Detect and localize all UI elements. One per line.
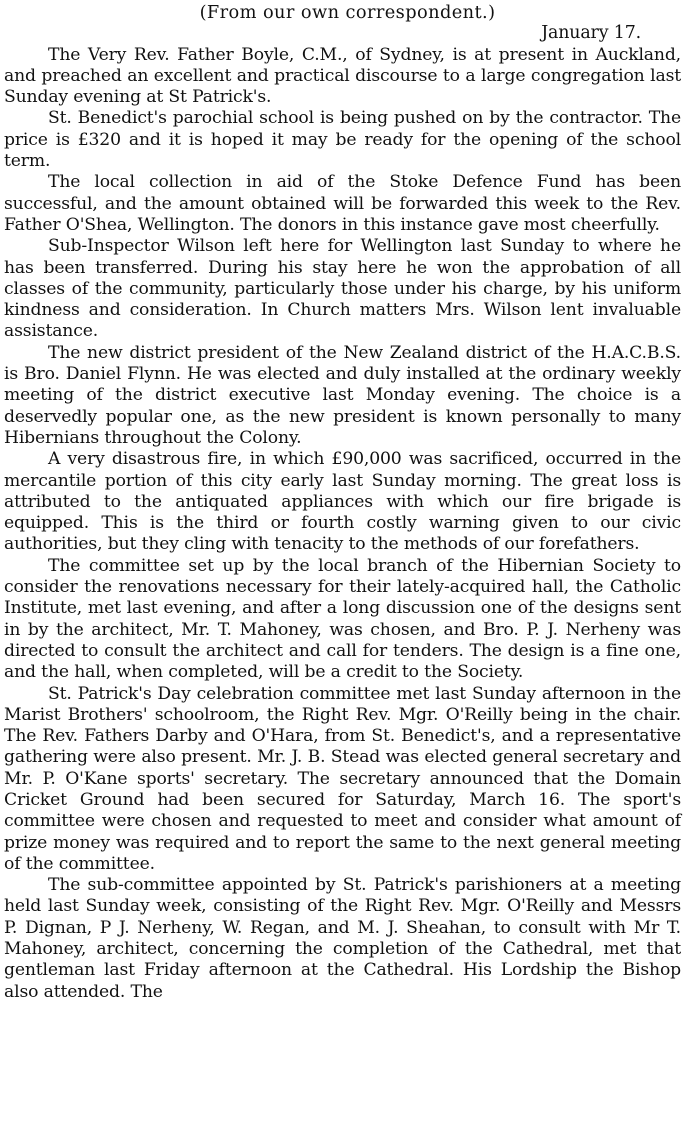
article-heading: (From our own correspondent.) xyxy=(199,2,496,23)
paragraph-stoke-defence-fund: The local collection in aid of the Stoke Defence Fund has been successful, and the amount obtained will be forwarded this week to the Rev. Father O'Shea, Wellington. The donors in this instance gave most cheerfully. xyxy=(4,172,681,235)
article-column xyxy=(4,2,681,1003)
paragraph-disastrous-fire: A very disastrous fire, in which £90,000 was sacrificed, occurred in the mercantile portion of this city early last Sunday morning. The great loss is attributed to the antiquated appliances with which our fire brigade is equipped. This is the third or fourth costly warning given to our civic authorities, but they cling with tenacity to the methods of our forefathers. xyxy=(4,449,681,555)
paragraph-hibernian-hall: The committee set up by the local branch of the Hibernian Society to consider the renovations necessary for their lately-acquired hall, the Catholic Institute, met last evening, and after a long discussion one of the designs sent in by the architect, Mr. T. Mahoney, was chosen, and Bro. P. J. Nerheny was directed to consult the architect and call for tenders. The design is a fine one, and the hall, when completed, will be a credit to the Society. xyxy=(4,555,681,683)
article-date: January 17. xyxy=(541,23,641,44)
paragraph-parochial-school: St. Benedict's parochial school is being pushed on by the contractor. The price is £320 and it is hoped it may be ready for the opening of the school term. xyxy=(4,108,681,172)
paragraph-sub-inspector-wilson: Sub-Inspector Wilson left here for Wellington last Sunday to where he has been transferred. During his stay here he won the approbation of all classes of the community, particularly those under his charge, by his uniform kindness and consideration. In Church matters Mrs. Wilson lent invaluable assistance. xyxy=(4,236,681,342)
paragraph-st-patricks-day: St. Patrick's Day celebration committee met last Sunday afternoon in the Marist Brothers' schoolroom, the Right Rev. Mgr. O'Reilly being in the chair. The Rev. Fathers Darby and O'Hara, from St. Benedict's, and a representative gathering were also present. Mr. J. B. Stead was elected general secretary and Mr. P. O'Kane sports' secretary. The secretary announced that the Domain Cricket Ground had been secured for Saturday, March 16. The sport's committee were chosen and requested to meet and consider what amount of prize money was required and to report the same to the next general meeting of the committee. xyxy=(4,683,681,874)
paragraph-district-president: The new district president of the New Zealand district of the H.A.C.B.S. is Bro. Daniel Flynn. He was elected and duly installed at the ordinary weekly meeting of the district executive last Monday evening. The choice is a deservedly popular one, as the new president is known personally to many Hibernians throughout the Colony. xyxy=(4,342,681,448)
paragraph-father-boyle: The Very Rev. Father Boyle, C.M., of Sydney, is at present in Auckland, and preached an excellent and practical discourse to a large congregation last Sunday evening at St Patrick's. xyxy=(4,44,681,108)
paragraph-cathedral-sub-committee: The sub-committee appointed by St. Patrick's parishioners at a meeting held last Sunday week, consisting of the Right Rev. Mgr. O'Reilly and Messrs P. Dignan, P J. Nerheny, W. Regan, and M. J. Sheahan, to consult with Mr T. Mahoney, architect, concerning the completion of the Cathedral, met that gentleman last Friday afternoon at the Cathedral. His Lordship the Bishop also attended. The xyxy=(4,875,681,1002)
